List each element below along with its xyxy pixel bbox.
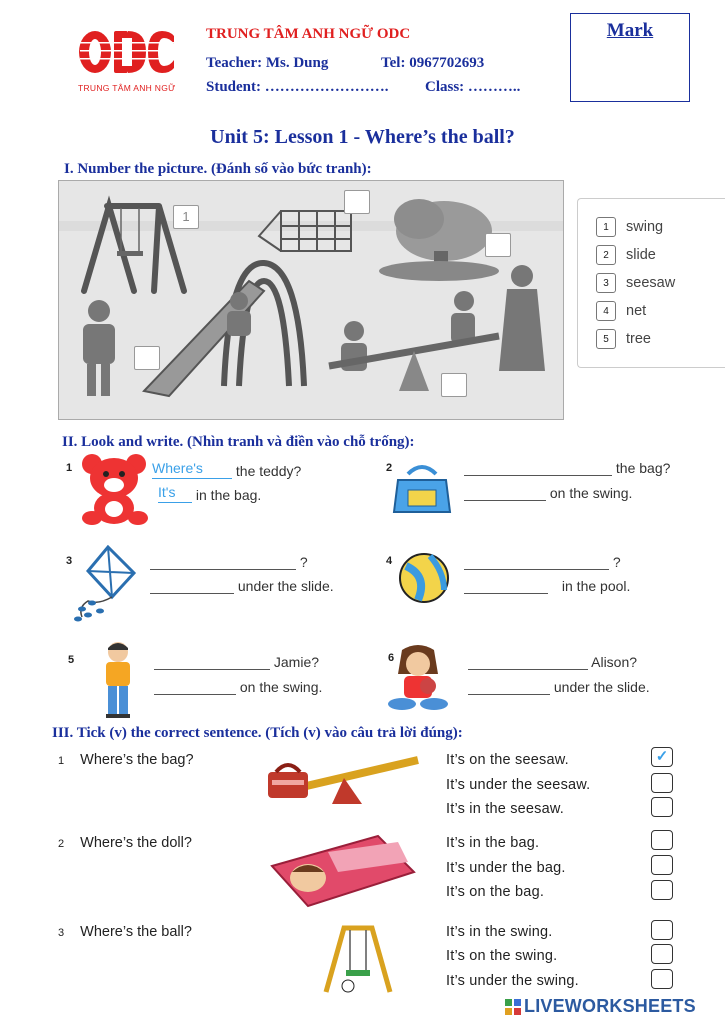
answer-box-slide[interactable] [134, 346, 160, 370]
item4-line2 [464, 578, 630, 594]
item3-answer2[interactable] [150, 579, 234, 594]
item4-tail1: ? [612, 554, 621, 570]
tick-box[interactable] [651, 773, 673, 793]
kite-picture [68, 545, 140, 625]
word-text: slide [626, 247, 656, 263]
question-text: Where’s the doll? [80, 835, 192, 851]
word-text: swing [626, 219, 664, 235]
word-list-item [596, 301, 646, 321]
item2-answer1[interactable] [464, 461, 612, 476]
page-title: Unit 5: Lesson 1 - Where’s the ball? [210, 126, 515, 148]
item5-tail2: on the swing. [239, 679, 323, 695]
item-number: 4 [386, 555, 393, 567]
liveworksheets-brand [505, 996, 696, 1017]
item1-tail1: the teddy? [235, 463, 302, 479]
mark-box[interactable] [570, 13, 690, 102]
question-text: Where’s the ball? [80, 924, 192, 940]
student-field: Student: ……………………. [206, 79, 389, 95]
item4-answer2[interactable] [464, 579, 548, 594]
item-number: 3 [66, 555, 73, 567]
option-text: It’s under the bag. [446, 860, 566, 876]
question-number: 1 [58, 755, 65, 767]
liveworksheets-icon [505, 999, 521, 1015]
tick-box[interactable] [651, 969, 673, 989]
question-number: 2 [58, 838, 65, 850]
option-text: It’s under the swing. [446, 973, 579, 989]
word-text: seesaw [626, 275, 676, 291]
word-number: 4 [596, 301, 616, 321]
option-text: It’s in the swing. [446, 924, 553, 940]
item1-line1 [152, 460, 301, 479]
item4-line1 [464, 554, 621, 570]
logo [78, 28, 178, 98]
bag-doll-picture [268, 832, 418, 912]
section2-heading: II. Look and write. (Nhìn tranh và điền vào chỗ trống): [62, 434, 415, 450]
item3-answer1[interactable] [150, 555, 296, 570]
option-text: It’s on the swing. [446, 948, 558, 964]
item5-line2 [154, 679, 322, 695]
word-list [577, 198, 725, 368]
boy-picture [96, 640, 140, 720]
option-text: It’s on the bag. [446, 884, 545, 900]
playground-illustration [59, 181, 563, 419]
item6-tail1: Alison? [591, 654, 638, 670]
item6-tail2: under the slide. [553, 679, 650, 695]
tick-box[interactable] [651, 797, 673, 817]
item-number: 6 [388, 652, 395, 664]
section3-heading: III. Tick (v) the correct sentence. (Tích (v) vào câu trả lời đúng): [52, 725, 463, 741]
ball-picture [398, 552, 450, 604]
bag-picture [390, 460, 454, 522]
teddy-picture [78, 452, 152, 528]
item3-line1 [150, 554, 308, 570]
item4-answer1[interactable] [464, 555, 609, 570]
item-number: 5 [68, 654, 75, 666]
item1-answer2[interactable]: It's [158, 484, 192, 503]
teacher-tel: Tel: 0967702693 [381, 55, 485, 71]
question-number: 3 [58, 927, 65, 939]
item1-answer1[interactable]: Where's [152, 460, 232, 479]
swing-ball-picture [318, 922, 398, 994]
item-number: 2 [386, 462, 393, 474]
tick-box[interactable] [651, 830, 673, 850]
item3-line2 [150, 578, 334, 594]
word-number: 2 [596, 245, 616, 265]
section1-heading: I. Number the picture. (Đánh số vào bức tranh): [64, 161, 372, 177]
playground-picture [58, 180, 564, 420]
item6-answer1[interactable] [468, 655, 588, 670]
tick-box[interactable] [651, 920, 673, 940]
option-text: It’s on the seesaw. [446, 752, 569, 768]
tick-box-checked[interactable] [651, 747, 673, 767]
word-text: net [626, 303, 647, 319]
word-list-item [596, 273, 675, 293]
item2-line2 [464, 485, 632, 501]
item5-answer2[interactable] [154, 680, 236, 695]
logo-graphic [78, 28, 178, 76]
item6-line2 [468, 679, 650, 695]
option-text: It’s in the bag. [446, 835, 540, 851]
item-number: 1 [66, 462, 73, 474]
tick-box[interactable] [651, 944, 673, 964]
tick-box[interactable] [651, 855, 673, 875]
word-list-item [596, 245, 656, 265]
item1-tail2: in the bag. [195, 487, 262, 503]
answer-box-seesaw[interactable] [441, 373, 467, 397]
question-2 [58, 835, 192, 851]
item2-tail1: the bag? [615, 460, 671, 476]
word-number: 5 [596, 329, 616, 349]
item6-line1 [468, 654, 637, 670]
center-name: TRUNG TÂM ANH NGỮ ODC [206, 26, 411, 42]
item2-answer2[interactable] [464, 486, 546, 501]
answer-box-tree[interactable] [485, 233, 511, 257]
answer-box-swing-value: 1 [182, 209, 190, 224]
question-3 [58, 924, 192, 940]
logo-subtitle: TRUNG TÂM ANH NGỮ [78, 83, 176, 93]
option-text: It’s in the seesaw. [446, 801, 564, 817]
tick-box[interactable] [651, 880, 673, 900]
option-text: It’s under the seesaw. [446, 777, 591, 793]
seesaw-bag-picture [262, 752, 422, 812]
item2-line1 [464, 460, 670, 476]
word-list-item [596, 329, 651, 349]
item5-answer1[interactable] [154, 655, 270, 670]
check-icon: ✓ [655, 748, 669, 765]
answer-box-net[interactable] [344, 190, 370, 214]
word-list-item [596, 217, 663, 237]
brand-text: LIVEWORKSHEETS [524, 996, 696, 1016]
mark-label: Mark [606, 20, 654, 41]
teacher-name: Teacher: Ms. Dung [206, 55, 329, 71]
word-number: 1 [596, 217, 616, 237]
item5-line1 [154, 654, 319, 670]
item6-answer2[interactable] [468, 680, 550, 695]
item3-tail2: under the slide. [237, 578, 334, 594]
class-field: Class: ……….. [425, 79, 521, 95]
question-1 [58, 752, 194, 768]
word-number: 3 [596, 273, 616, 293]
item3-tail1: ? [299, 554, 308, 570]
item4-tail2: in the pool. [561, 578, 631, 594]
word-text: tree [626, 331, 651, 347]
item5-tail1: Jamie? [273, 654, 320, 670]
question-text: Where’s the bag? [80, 752, 194, 768]
answer-box-swing[interactable] [173, 205, 199, 229]
item2-tail2: on the swing. [549, 485, 633, 501]
girl-picture [382, 644, 454, 716]
item1-line2 [158, 484, 261, 503]
